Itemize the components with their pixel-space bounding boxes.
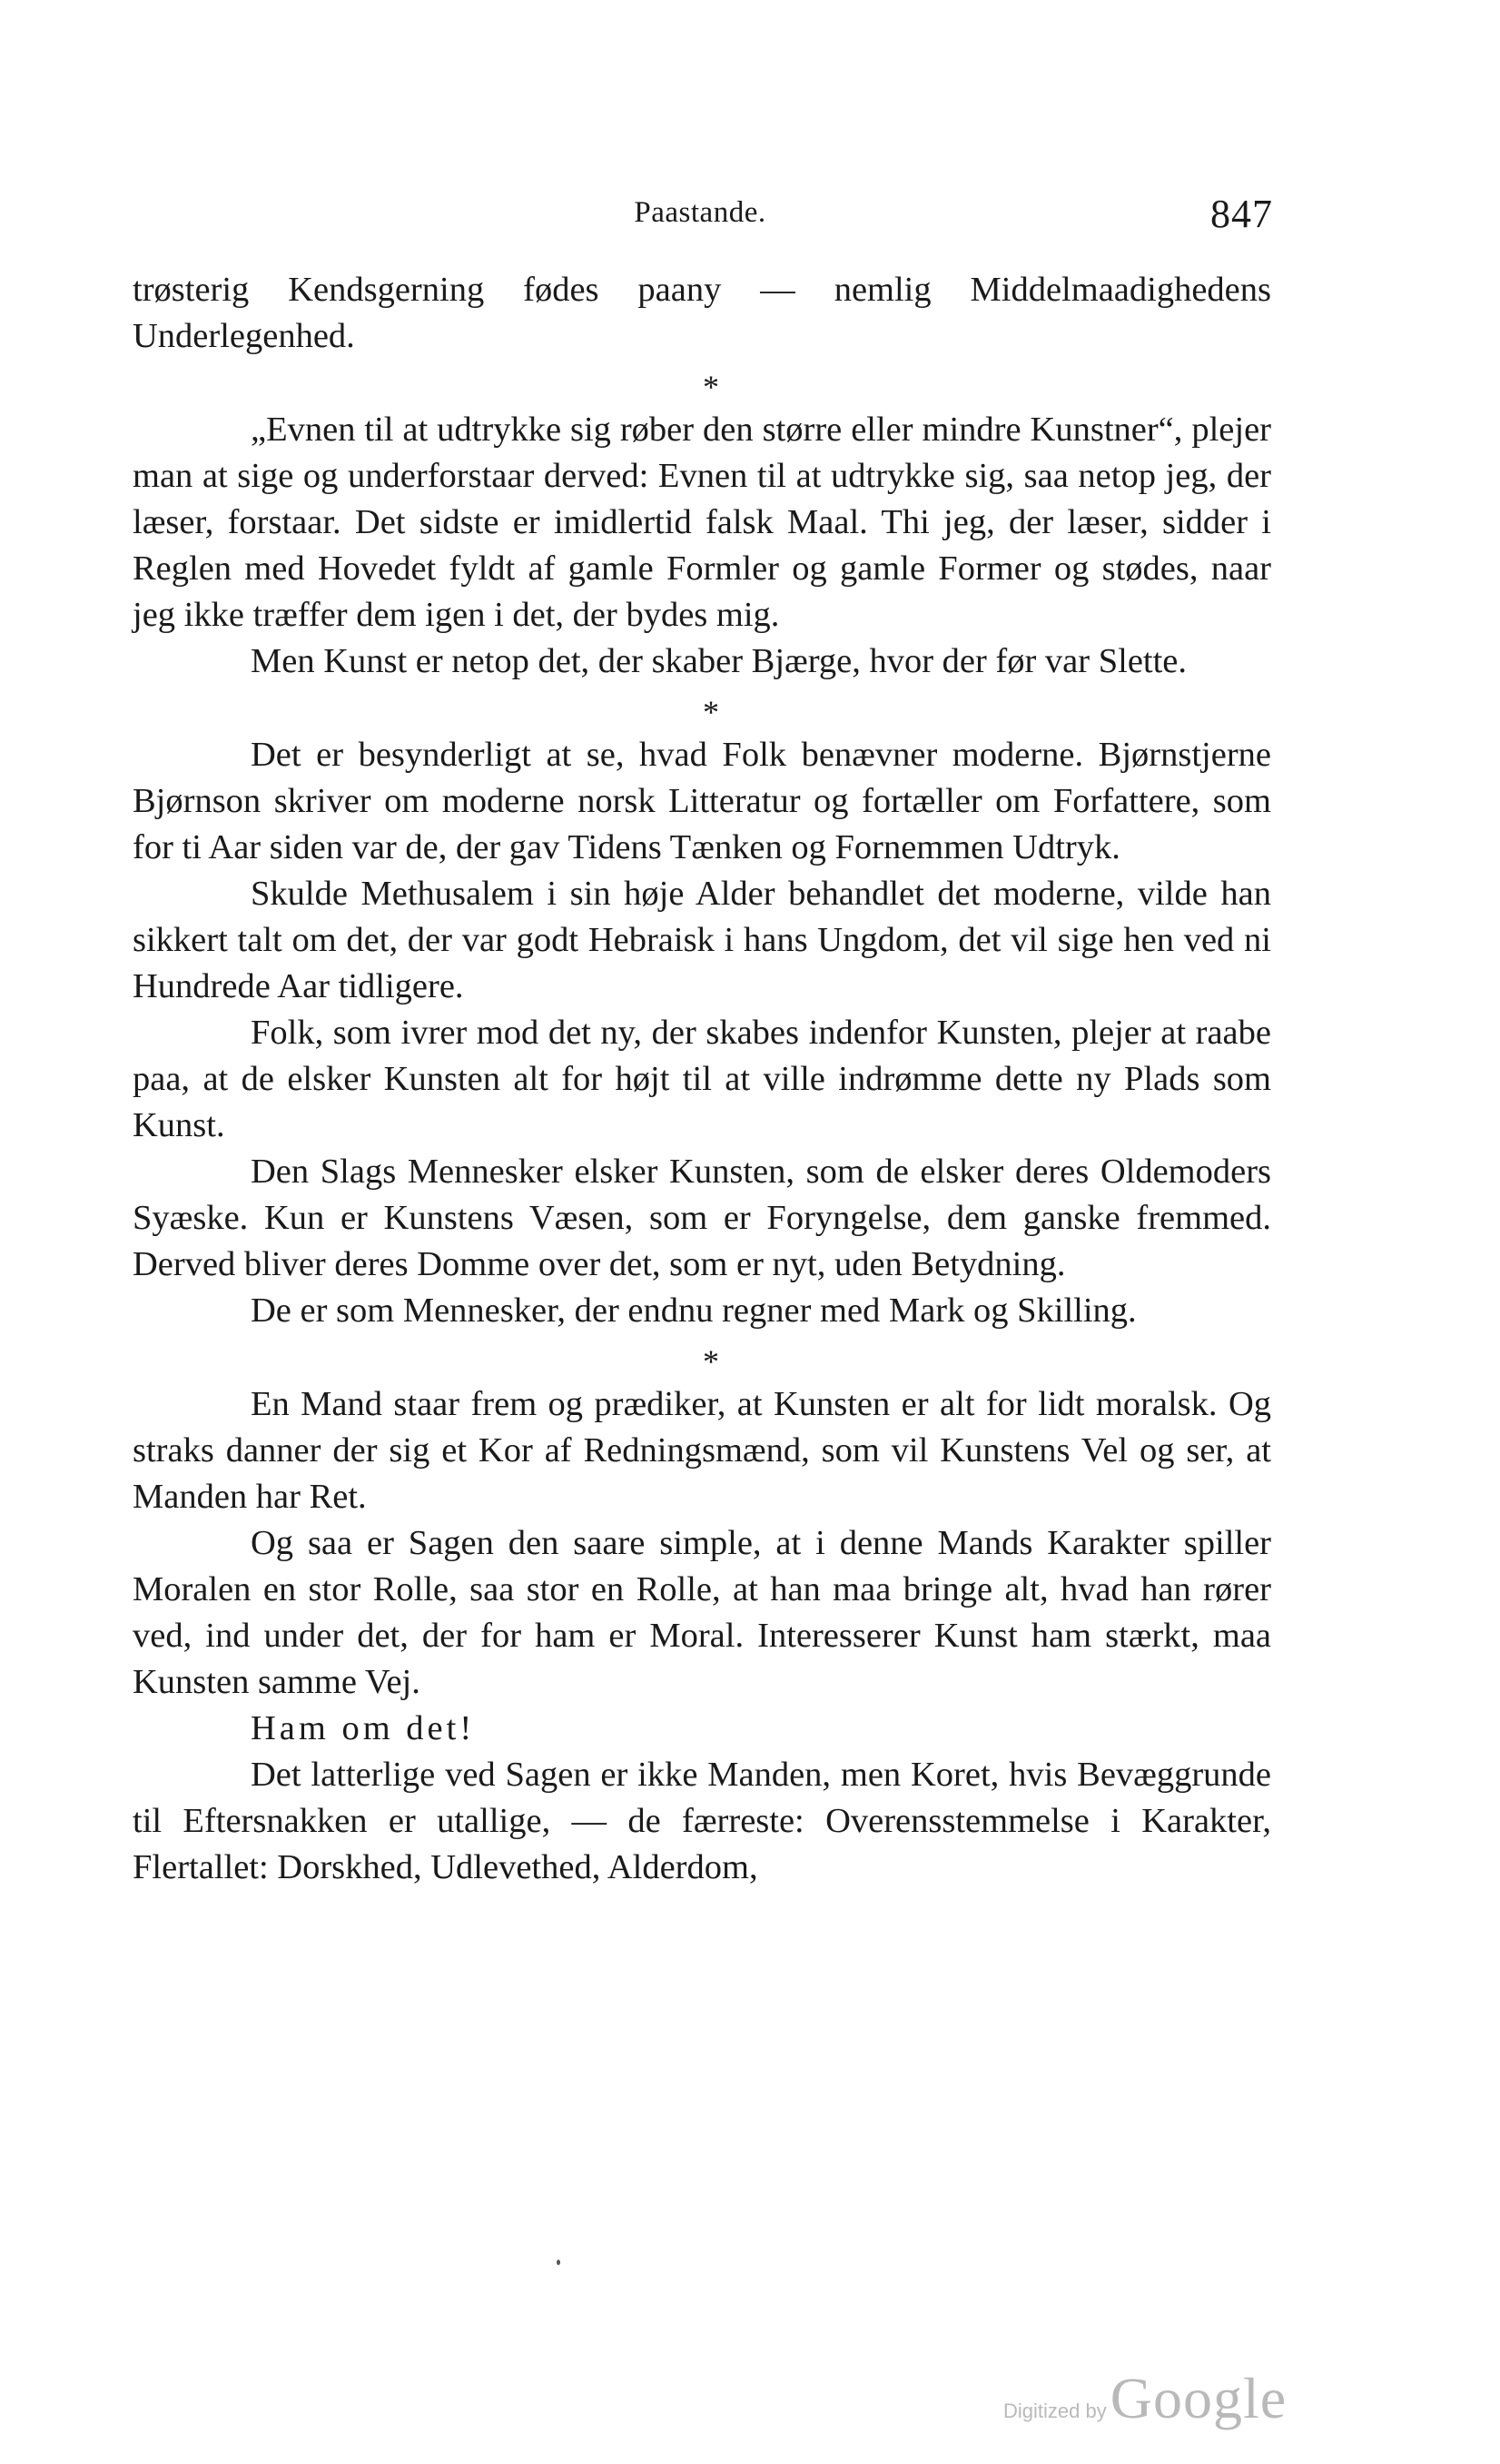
paragraph-7: Den Slags Mennesker elsker Kunsten, som de elsker deres Oldemoders Syæske. Kun er Kunstens Væsen, som er Foryngelse, dem ganske fremmed. Derved bliver deres Domme over det, som er nyt, uden Betydning. bbox=[133, 1153, 1271, 1283]
paragraph-4: Det er besynderligt at se, hvad Folk benævner moderne. Bjørnstjerne Bjørnson skriver om moderne norsk Litteratur og fortæller om Forfattere, som for ti Aar siden var de, der gav Tidens Tænken og Fornemmen Udtryk. bbox=[133, 736, 1271, 866]
section-separator-1: * bbox=[703, 369, 719, 405]
paragraph-9: En Mand staar frem og prædiker, at Kunsten er alt for lidt moralsk. Og straks danner der sig et Kor af Redningsmænd, som vil Kunstens Vel og ser, at Manden har Ret. bbox=[133, 1385, 1271, 1516]
section-separator-2: * bbox=[703, 694, 719, 730]
paragraph-8: De er som Mennesker, der endnu regner med Mark og Skilling. bbox=[251, 1291, 1137, 1330]
paragraph-3: Men Kunst er netop det, der skaber Bjærge, hvor der før var Slette. bbox=[251, 642, 1188, 680]
paragraph-10: Og saa er Sagen den saare simple, at i denne Mands Karakter spiller Moralen en stor Rolle, saa stor en Rolle, at han maa bringe alt, hvad han rører ved, ind under det, der for ham er Moral. Interesserer Kunst ham stærkt, maa Kunsten samme Vej. bbox=[133, 1524, 1271, 1701]
paragraph-11: Ham om det! bbox=[251, 1709, 476, 1747]
paragraph-6: Folk, som ivrer mod det ny, der skabes indenfor Kunsten, plejer at raabe paa, at de elsker Kunsten alt for højt til at ville indrømme dette ny Plads som Kunst. bbox=[133, 1014, 1271, 1144]
paragraph-1: trøsterig Kendsgerning fødes paany — nemlig Middelmaadighedens Underlegenhed. bbox=[133, 271, 1271, 355]
running-head bbox=[127, 189, 1273, 240]
paragraph-5: Skulde Methusalem i sin høje Alder behandlet det moderne, vilde han sikkert talt om det, der var godt Hebraisk i hans Ungdom, det vil sige hen ved ni Hundrede Aar tidligere. bbox=[133, 875, 1271, 1005]
section-separator-3: * bbox=[703, 1343, 719, 1380]
watermark-prefix: Digitized by bbox=[1003, 2400, 1107, 2422]
text-body bbox=[133, 267, 1271, 1891]
digitized-watermark bbox=[1003, 2365, 1287, 2429]
paragraph-12: Det latterlige ved Sagen er ikke Manden, men Koret, hvis Bevæggrunde til Eftersnakken er utallige, — de færreste: Overensstemmelse i Karakter, Flertallet: Dorskhed, Udlevethed, Alderdom, bbox=[133, 1756, 1271, 1886]
running-title: Paastande. bbox=[634, 196, 766, 229]
page-number: 847 bbox=[1210, 192, 1273, 236]
stray-ink-mark bbox=[557, 2260, 560, 2265]
paragraph-2: „Evnen til at udtrykke sig røber den større eller mindre Kunstner“, plejer man at sige og underforstaar derved: Evnen til at udtrykke sig, saa netop jeg, der læser, forstaar. Det sidste er imidlertid falsk Maal. Thi jeg, der læser, sidder i Reglen med Hovedet fyldt af gamle Formler og gamle Former og stødes, naar jeg ikke træffer dem igen i det, der bydes mig. bbox=[133, 411, 1271, 634]
google-logo: Google bbox=[1110, 2366, 1288, 2430]
